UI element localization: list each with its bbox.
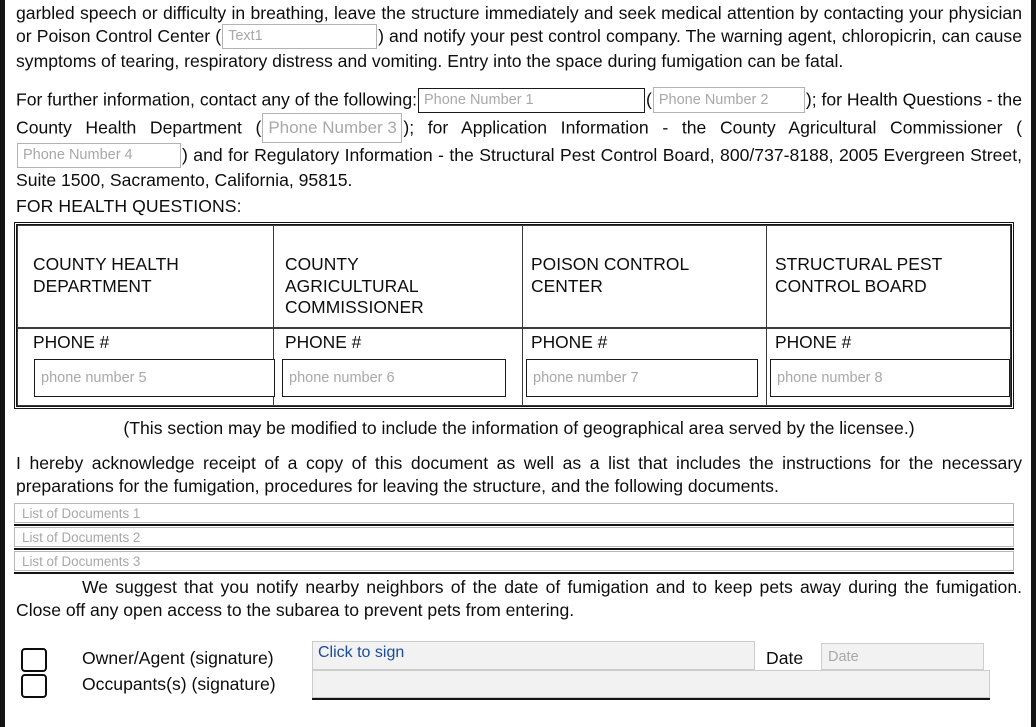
phone-number-6-input[interactable]: phone number 6 <box>282 359 506 397</box>
health-questions-label: FOR HEALTH QUESTIONS: <box>16 196 242 216</box>
text1-input[interactable]: Text1 <box>222 24 377 49</box>
contact-name-structural-pest-control-board: STRUCTURAL PEST CONTROL BOARD <box>775 254 942 296</box>
table-row-divider <box>18 327 1010 329</box>
paragraph-contacts <box>16 88 1022 192</box>
phone-label-1: PHONE # <box>33 332 110 352</box>
occupants-signature-field[interactable] <box>312 670 990 698</box>
occupants-label: Occupants(s) (signature) <box>82 674 276 694</box>
contacts-table <box>14 222 1014 409</box>
page-inner <box>5 0 1031 727</box>
phone-label-3: PHONE # <box>531 332 608 352</box>
documents-separator-1 <box>14 524 1014 526</box>
table-column-divider-3 <box>766 226 767 405</box>
phone-label-4: PHONE # <box>775 332 852 352</box>
list-of-documents-1-input[interactable]: List of Documents 1 <box>14 503 1014 523</box>
contacts-table-inner <box>17 225 1011 406</box>
paragraph-contacts-seg4: ); for Application Information - the County Agricultural Commissioner ( <box>403 117 1022 138</box>
paragraph-warning <box>16 2 1022 72</box>
paragraph-contacts-seg2: ( <box>646 89 652 110</box>
paragraph-contacts-seg3: ); for Health Questions - the County Health Department ( <box>16 89 1022 138</box>
table-column-divider-2 <box>522 226 523 405</box>
occupants-checkbox[interactable] <box>21 674 47 698</box>
phone-number-4-input[interactable]: Phone Number 4 <box>17 143 181 168</box>
paragraph-warning-text-before: garbled speech or difficulty in breathing, leave the structure immediately and seek medical attention by contacting your physician or Poison Control Center ( <box>16 3 1022 46</box>
paragraph-contacts-seg1: For further information, contact any of the following: <box>16 89 417 110</box>
phone-number-1-input[interactable]: Phone Number 1 <box>418 88 645 113</box>
contact-name-poison-control-center: POISON CONTROL CENTER <box>531 254 689 296</box>
documents-separator-3 <box>14 572 1014 574</box>
acknowledgement-paragraph: I hereby acknowledge receipt of a copy of this document as well as a list that includes the instructions for the necessary preparations for the fumigation, procedures for leaving the structure, and the following documents. <box>16 453 1022 496</box>
documents-separator-2 <box>14 548 1014 550</box>
suggestion-paragraph: We suggest that you notify nearby neighbors of the date of fumigation and to keep pets away during the fumigation. Close off any open access to the subarea to prevent pets from entering. <box>16 577 1022 620</box>
phone-label-2: PHONE # <box>285 332 362 352</box>
phone-number-3-input[interactable]: Phone Number 3 <box>262 113 402 143</box>
list-of-documents-2-input[interactable]: List of Documents 2 <box>14 527 1014 547</box>
paragraph-warning-text-after: ) and notify your pest control company. The warning agent, chloropicrin, can cause symptoms of tearing, respiratory distress and vomiting. Entry into the space during fumigation can be fatal. <box>16 25 1022 71</box>
click-to-sign-hint: Click to sign <box>318 644 405 661</box>
phone-number-8-input[interactable]: phone number 8 <box>770 359 1010 397</box>
owner-agent-signature-field[interactable] <box>312 641 755 670</box>
signature-underline <box>312 698 990 700</box>
phone-number-5-input[interactable]: phone number 5 <box>34 359 275 397</box>
contact-name-county-agricultural-commissioner: COUNTY AGRICULTURAL COMMISSIONER <box>285 254 424 318</box>
contact-name-county-health-department: COUNTY HEALTH DEPARTMENT <box>33 254 179 296</box>
date-label: Date <box>766 648 804 668</box>
owner-agent-label: Owner/Agent (signature) <box>82 648 274 668</box>
paragraph-contacts-seg5: ) and for Regulatory Information - the Structural Pest Control Board, 800/737-8188, 2005 Evergreen Street, Suite 1500, Sacramento, California, 95815. <box>16 145 1022 190</box>
list-of-documents-3-input[interactable]: List of Documents 3 <box>14 551 1014 571</box>
date-input[interactable]: Date <box>821 643 984 670</box>
phone-number-2-input[interactable]: Phone Number 2 <box>653 87 805 113</box>
owner-agent-checkbox[interactable] <box>21 648 47 672</box>
phone-number-7-input[interactable]: phone number 7 <box>526 359 758 397</box>
table-note: (This section may be modified to include the information of geographical area served by the licensee.) <box>123 418 915 438</box>
